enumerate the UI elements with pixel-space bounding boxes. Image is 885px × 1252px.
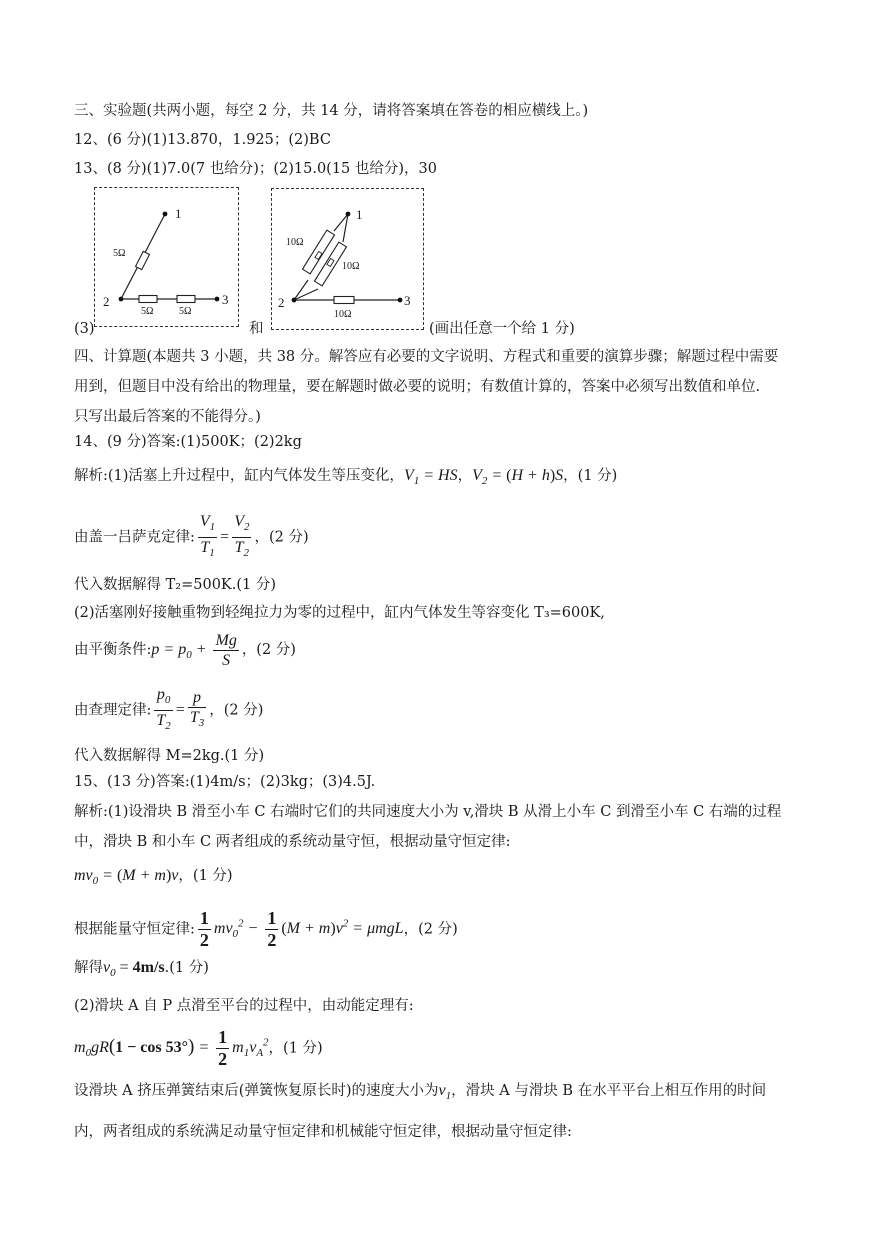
- q12-answer: 12、(6 分)(1)13.870，1.925；(2)BC: [74, 132, 331, 148]
- resistor-b-label: 10Ω: [342, 261, 360, 272]
- q13-answer: 13、(8 分)(1)7.0(7 也给分)；(2)15.0(15 也给分)，30: [74, 161, 437, 177]
- resistor-h2-5ohm: [177, 296, 195, 303]
- terminal-2-label: 2: [103, 294, 110, 309]
- q15-frac-half-1: $\frac{1}{2}$: [199, 907, 209, 950]
- terminal-2-label: 2: [278, 295, 285, 310]
- resistor-h2-label: 5Ω: [179, 306, 192, 317]
- q15-analysis: [74, 797, 814, 857]
- resistor-diag-label: 5Ω: [113, 248, 126, 259]
- q14-frac-mg-s: $\frac{Mg}{S}$: [215, 631, 237, 669]
- resistor-h-10ohm: [334, 297, 354, 304]
- q14-step5: 由平衡条件:p = $p_0$ + $\frac{Mg}{S}$ ，(2 分): [74, 631, 296, 669]
- q15-eq1: $mv_0 = (M + m)v$，(1 分): [74, 867, 233, 888]
- q14-frac-p0-t2: $\frac{p_0}{T_2}$: [156, 686, 171, 733]
- section4-heading-line1: 四、计算题(本题共 3 小题，共 38 分。解答应有必要的文字说明、方程式和重要的演算步骤；解题过程中需要: [74, 349, 779, 365]
- section4-heading: [74, 342, 814, 432]
- q15-paragraph-line2: 内，两者组成的系统满足动量守恒定律和机械能守恒定律，根据动量守恒定律:: [74, 1124, 572, 1141]
- q15-eq4: $m_0gR(1 - \cos 53^\circ)$ = $\frac{1}{2}$ $m_1v_A^2$，(1 分): [74, 1026, 323, 1069]
- resistor-diag-5ohm: [136, 251, 150, 269]
- q13-and: 和: [249, 321, 264, 337]
- q15-part2-intro: (2)滑块 A 自 P 点滑至平台的过程中，由动能定理有:: [74, 998, 414, 1014]
- resistor-h-label: 10Ω: [334, 309, 352, 320]
- q14-eq-v2: $V_2 = (H + h)S$: [472, 467, 564, 488]
- q14-step4: (2)活塞刚好接触重物到轻绳拉力为零的过程中，缸内气体发生等容变化 T₃=600K,: [74, 605, 605, 621]
- q14-frac-v1-t1: $\frac{V_1}{T_1}$: [199, 513, 216, 560]
- circuit-diagram-1: [94, 187, 239, 327]
- q15-frac-half-3: $\frac{1}{2}$: [218, 1026, 228, 1069]
- q15-frac-half-2: $\frac{1}{2}$: [267, 907, 277, 950]
- q15-analysis-line1: 解析:(1)设滑块 B 滑至小车 C 右端时它们的共同速度大小为 v,滑块 B 从滑上小车 C 到滑至小车 C 右端的过程: [74, 804, 782, 820]
- q14-step2: 由盖一吕萨克定律: $\frac{V_1}{T_1}$ = $\frac{V_2}{T_2}$ ，(2 分): [74, 512, 309, 563]
- q14-step1: 解析:(1)活塞上升过程中，缸内气体发生等压变化，$V_1$ = HS，$V_2 = (H + h)S$，(1 分): [74, 467, 618, 488]
- q15-paragraph-line1: 设滑块 A 挤压弹簧结束后(弹簧恢复原长时)的速度大小为$v_1$，滑块 A 与滑块 B 在水平平台上相互作用的时间: [74, 1082, 767, 1103]
- section3-heading: 三、实验题(共两小题，每空 2 分，共 14 分，请将答案填在答卷的相应横线上。): [74, 103, 589, 119]
- section4-heading-line2: 用到，但题目中没有给出的物理量，要在解题时做必要的说明；有数值计算的，答案中必须写出数值和单位.: [74, 379, 761, 395]
- q14-eq-v1: $V_1$ = HS: [403, 467, 458, 488]
- q15-answer: 15、(13 分)答案:(1)4m/s；(2)3kg；(3)4.5J.: [74, 774, 376, 790]
- q15-analysis-line2: 中，滑块 B 和小车 C 两者组成的系统动量守恒，根据动量守恒定律:: [74, 834, 511, 850]
- q14-step3: 代入数据解得 T₂=500K.(1 分): [74, 577, 277, 593]
- resistor-a-label: 10Ω: [286, 237, 304, 248]
- resistor-h1-5ohm: [139, 296, 157, 303]
- section4-heading-line3: 只写出最后答案的不能得分。): [74, 409, 261, 425]
- q13-note: (画出任意一个给 1 分): [429, 321, 575, 337]
- circuit-diagram-2: [271, 188, 424, 330]
- q15-paragraph: [74, 1073, 814, 1150]
- resistor-h1-label: 5Ω: [141, 306, 154, 317]
- terminal-1-label: 1: [175, 206, 182, 221]
- q14-answer: 14、(9 分)答案:(1)500K；(2)2kg: [74, 434, 302, 450]
- q15-eq3: 解得$v_0 = 4m/s.(1$ 分): [74, 959, 209, 980]
- terminal-3-label: 3: [222, 292, 229, 307]
- terminal-1-label: 1: [356, 207, 363, 222]
- q14-step6: 由查理定律: $\frac{p_0}{T_2}$ = $\frac{p}{T_3}$ ，(2 分): [74, 685, 263, 736]
- q15-eq2: 根据能量守恒定律: $\frac{1}{2}$ $mv_0^2$ − $\frac{1}{2}$ $(M + m)v^2 = \mu mgL$，(2 分): [74, 907, 458, 950]
- q14-frac-v2-t2: $\frac{V_2}{T_2}$: [234, 513, 250, 560]
- q14-frac-p-t3: $\frac{p}{T_3}$: [189, 689, 205, 730]
- q14-step7: 代入数据解得 M=2kg.(1 分): [74, 748, 265, 764]
- q13-part3-prefix: (3): [74, 321, 95, 337]
- terminal-3-label: 3: [404, 293, 411, 308]
